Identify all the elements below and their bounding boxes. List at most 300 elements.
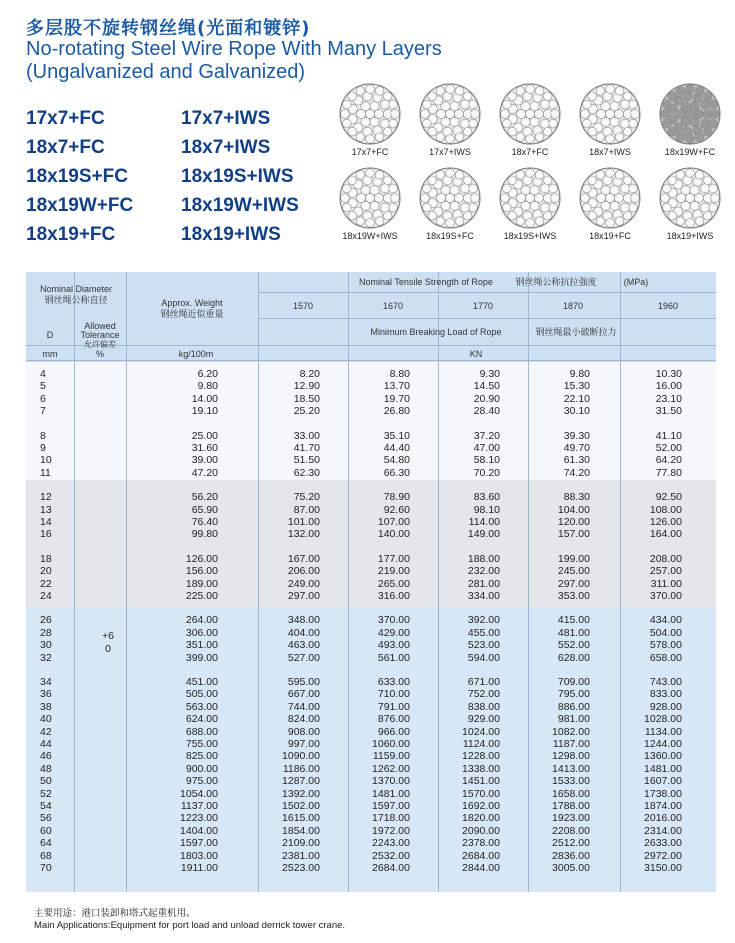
table-cell: 76.40: [191, 516, 218, 528]
header-divider: [26, 360, 716, 361]
approx-weight-cn: 钢丝绳近似重量: [160, 309, 224, 319]
table-cell: 658.00: [649, 651, 682, 664]
table-cell: 98.10: [473, 503, 500, 516]
table-cell: 10: [40, 454, 52, 467]
table-cell: 316.00: [377, 590, 410, 602]
table-cell: 671.00: [467, 676, 500, 688]
cross-section-label: 18x19W+IWS: [342, 231, 398, 241]
rope-type-label: 17x7+FC: [26, 108, 105, 129]
table-cell: 1972.00: [372, 824, 410, 837]
table-row: [26, 726, 716, 738]
table-cell: 1597.00: [180, 837, 218, 850]
table-cell: 12.90: [293, 380, 320, 393]
rope-type-label: 18x19W+FC: [26, 195, 134, 216]
table-cell: 3005.00: [552, 862, 590, 874]
table-row: [26, 368, 716, 380]
approx-weight-en: Approx. Weight: [161, 298, 223, 308]
table-cell: 505.00: [185, 688, 218, 701]
table-cell: 104.00: [557, 503, 590, 516]
nominal-diameter-en: Nominal Diameter: [39, 284, 113, 294]
type-row: [26, 224, 336, 253]
table-cell: 23.10: [655, 392, 682, 405]
rope-cross-section-icon: [577, 166, 643, 230]
table-cell: 14.50: [473, 380, 500, 393]
table-row: [26, 850, 716, 862]
table-cell: 1404.00: [180, 824, 218, 837]
table-cell: 1502.00: [282, 800, 320, 812]
table-cell: 50: [40, 775, 52, 788]
table-cell: 149.00: [467, 528, 500, 541]
table-cell: 6: [40, 392, 46, 405]
table-cell: 1570.00: [462, 787, 500, 800]
cross-section-gallery: [330, 82, 730, 250]
table-cell: 77.80: [655, 466, 682, 479]
table-row: [26, 454, 716, 466]
table-cell: 744.00: [287, 700, 320, 713]
cross-section-label: 17x7+IWS: [429, 147, 471, 157]
table-row: [26, 775, 716, 787]
table-cell: 40: [40, 713, 52, 726]
table-cell: 688.00: [185, 725, 218, 738]
table-cell: 30.10: [563, 405, 590, 418]
table-cell: 31.50: [655, 405, 682, 418]
table-cell: 392.00: [467, 614, 500, 627]
unit-kg: kg/100m: [178, 349, 214, 359]
table-cell: 752.00: [467, 688, 500, 701]
table-cell: 208.00: [649, 552, 682, 565]
table-cell: 3150.00: [644, 862, 682, 874]
rope-cross-section-icon: [577, 82, 643, 146]
table-cell: 8.80: [389, 368, 410, 380]
table-cell: 249.00: [287, 577, 320, 590]
table-cell: 265.00: [377, 577, 410, 590]
table-cell: 306.00: [185, 626, 218, 639]
table-cell: 886.00: [557, 700, 590, 713]
table-row: [26, 430, 716, 442]
table-cell: 2512.00: [552, 837, 590, 850]
table-cell: 189.00: [185, 577, 218, 590]
cross-section-item: [490, 82, 570, 166]
table-row: [26, 738, 716, 750]
table-cell: 41.70: [293, 442, 320, 454]
table-cell: 2208.00: [552, 824, 590, 837]
table-cell: 1228.00: [462, 750, 500, 763]
d-label: D: [46, 330, 54, 340]
footer-en: Main Applications:Equipment for port load and unload derrick tower crane.: [34, 920, 346, 931]
table-cell: 633.00: [377, 676, 410, 688]
cross-section-item: [490, 166, 570, 250]
table-row: [26, 393, 716, 405]
tensile-grade: 1960: [657, 301, 679, 311]
cross-section-row: [330, 166, 730, 250]
table-cell: 563.00: [185, 700, 218, 713]
table-cell: 114.00: [468, 516, 500, 528]
table-cell: 120.00: [557, 516, 590, 528]
table-cell: 1223.00: [180, 812, 218, 825]
table-cell: 504.00: [649, 626, 682, 639]
table-row: [26, 676, 716, 688]
table-cell: 36: [40, 688, 52, 701]
table-cell: 595.00: [287, 676, 320, 688]
mbl-en: Minimum Breaking Load of Rope: [370, 327, 502, 337]
table-cell: 791.00: [377, 700, 410, 713]
table-row: [26, 639, 716, 651]
cross-section-label: 18x19W+FC: [664, 147, 716, 157]
table-cell: 1788.00: [552, 800, 590, 812]
table-cell: 628.00: [557, 651, 590, 664]
cross-section-label: 18x7+FC: [511, 147, 549, 157]
table-row: [26, 825, 716, 837]
title-cn: 多层股不旋转钢丝绳(光面和镀锌): [26, 18, 311, 39]
table-cell: 219.00: [377, 565, 410, 578]
table-cell: 578.00: [649, 639, 682, 652]
table-cell: 16: [40, 528, 52, 541]
table-cell: 2381.00: [282, 849, 320, 862]
table-cell: 126.00: [649, 516, 682, 528]
table-cell: 824.00: [287, 713, 320, 726]
table-cell: 755.00: [185, 738, 218, 750]
tensile-strength-cn: 钢丝绳公称抗拉强度: [515, 277, 597, 287]
table-cell: 32: [40, 651, 52, 664]
table-cell: 429.00: [377, 626, 410, 639]
table-row: [26, 491, 716, 503]
table-cell: 42: [40, 725, 52, 738]
table-cell: 1451.00: [462, 775, 500, 788]
table-cell: 58.10: [473, 454, 500, 467]
table-cell: 2523.00: [282, 862, 320, 874]
table-cell: 126.00: [185, 552, 218, 565]
title-en-line2: (Ungalvanized and Galvanized): [26, 61, 306, 83]
table-row: [26, 713, 716, 725]
table-row: [26, 380, 716, 392]
cross-section-item: [410, 166, 490, 250]
tensile-unit: (MPa): [623, 277, 649, 287]
table-cell: 415.00: [557, 614, 590, 627]
unit-percent: %: [95, 349, 104, 359]
table-cell: 838.00: [467, 700, 500, 713]
table-cell: 34: [40, 676, 52, 688]
tolerance-cn: 允许偏差: [84, 340, 116, 349]
tensile-grade: 1870: [562, 301, 584, 311]
table-cell: 15.30: [563, 380, 590, 393]
tolerance-plus: +6: [102, 630, 114, 642]
table-cell: 54.80: [383, 454, 410, 467]
table-cell: 1820.00: [462, 812, 500, 825]
mbl-cn: 钢丝绳最小破断拉力: [535, 327, 617, 337]
table-cell: 552.00: [557, 639, 590, 652]
tolerance-en2: Tolerance: [80, 330, 120, 340]
table-cell: 156.00: [185, 565, 218, 578]
table-cell: 455.00: [467, 626, 500, 639]
tensile-grade: 1770: [472, 301, 494, 311]
table-row: [26, 701, 716, 713]
cross-section-item: [570, 166, 650, 250]
table-cell: 9: [40, 442, 46, 454]
cross-section-item: [330, 82, 410, 166]
table-cell: 38: [40, 700, 52, 713]
table-row: [26, 553, 716, 565]
cross-section-label: 18x19+FC: [589, 231, 631, 241]
table-cell: 1262.00: [372, 762, 410, 775]
rope-cross-section-icon: [657, 82, 723, 146]
table-cell: 140.00: [377, 528, 410, 541]
table-row: [26, 688, 716, 700]
table-cell: 2090.00: [462, 824, 500, 837]
table-cell: 2243.00: [372, 837, 410, 850]
table-cell: 2633.00: [644, 837, 682, 850]
table-cell: 4: [40, 368, 46, 380]
table-cell: 370.00: [377, 614, 410, 627]
table-cell: 56: [40, 812, 52, 825]
table-cell: 60: [40, 824, 52, 837]
cross-section-label: 18x19S+FC: [426, 231, 474, 241]
table-cell: 348.00: [287, 614, 320, 627]
table-cell: 177.00: [377, 552, 410, 565]
table-row: [26, 627, 716, 639]
title-en-line1: No-rotating Steel Wire Rope With Many Layers: [26, 38, 442, 60]
table-cell: 2844.00: [462, 862, 500, 874]
cross-section-item: [570, 82, 650, 166]
table-cell: 2684.00: [372, 862, 410, 874]
table-cell: 257.00: [649, 565, 682, 578]
rope-type-label: 18x19S+FC: [26, 166, 128, 187]
rope-type-label: 18x19+IWS: [181, 224, 281, 245]
table-cell: 1923.00: [552, 812, 590, 825]
header-divider: [258, 292, 716, 293]
table-cell: 188.00: [467, 552, 500, 565]
table-row: [26, 590, 716, 602]
table-cell: 1392.00: [282, 787, 320, 800]
table-cell: 463.00: [287, 639, 320, 652]
table-cell: 99.80: [191, 528, 218, 541]
table-cell: 1244.00: [644, 738, 682, 750]
table-cell: 70.20: [473, 466, 500, 479]
table-row: [26, 528, 716, 540]
rope-cross-section-icon: [337, 166, 403, 230]
tensile-grade: 1570: [292, 301, 314, 311]
table-cell: 351.00: [185, 639, 218, 652]
rope-type-label: 18x19+FC: [26, 224, 116, 245]
table-cell: 8: [40, 429, 46, 442]
table-cell: 1658.00: [552, 787, 590, 800]
table-cell: 1024.00: [462, 725, 500, 738]
table-row: [26, 614, 716, 626]
table-cell: 70: [40, 862, 52, 874]
table-cell: 876.00: [377, 713, 410, 726]
table-cell: 199.00: [557, 552, 590, 565]
table-cell: 9.80: [569, 368, 590, 380]
rope-spec-table: [26, 272, 716, 892]
table-row: [26, 837, 716, 849]
table-cell: 108.00: [649, 503, 682, 516]
nominal-diameter-cn: 钢丝绳公称直径: [44, 295, 108, 305]
table-cell: 710.00: [377, 688, 410, 701]
table-cell: 1692.00: [462, 800, 500, 812]
footer-cn: 主要用途：港口装卸和塔式起重机用。: [34, 908, 196, 919]
header-divider: [26, 345, 716, 346]
table-cell: 966.00: [377, 725, 410, 738]
table-cell: 7: [40, 405, 46, 418]
table-cell: 245.00: [557, 565, 590, 578]
table-row: [26, 788, 716, 800]
table-cell: 493.00: [377, 639, 410, 652]
cross-section-label: 18x19S+IWS: [503, 231, 557, 241]
table-row: [26, 405, 716, 417]
table-cell: 1298.00: [552, 750, 590, 763]
table-cell: 1360.00: [644, 750, 682, 763]
table-cell: 47.20: [191, 466, 218, 479]
table-cell: 981.00: [557, 713, 590, 726]
table-cell: 74.20: [563, 466, 590, 479]
table-cell: 1028.00: [644, 713, 682, 726]
table-cell: 1481.00: [372, 787, 410, 800]
table-cell: 47.00: [473, 442, 500, 454]
table-cell: 1911.00: [180, 862, 218, 874]
table-cell: 16.00: [655, 380, 682, 393]
table-cell: 78.90: [383, 491, 410, 504]
table-cell: 101.00: [287, 516, 320, 528]
table-cell: 900.00: [185, 762, 218, 775]
table-row: [26, 578, 716, 590]
table-cell: 10.30: [655, 368, 682, 380]
table-row: [26, 516, 716, 528]
table-cell: 132.00: [287, 528, 320, 541]
table-cell: 1597.00: [372, 800, 410, 812]
table-cell: 25.00: [191, 429, 218, 442]
table-cell: 206.00: [287, 565, 320, 578]
table-cell: 56.20: [191, 491, 218, 504]
rope-cross-section-icon: [417, 166, 483, 230]
table-cell: 225.00: [185, 590, 218, 602]
table-cell: 64.20: [655, 454, 682, 467]
table-cell: 1054.00: [180, 787, 218, 800]
table-cell: 75.20: [293, 491, 320, 504]
table-cell: 19.10: [191, 405, 218, 418]
table-cell: 1481.00: [644, 762, 682, 775]
rope-type-label: 18x19S+IWS: [181, 166, 294, 187]
table-cell: 2016.00: [644, 812, 682, 825]
table-row: [26, 862, 716, 874]
table-cell: 6.20: [197, 368, 218, 380]
table-cell: 52.00: [655, 442, 682, 454]
table-row: [26, 812, 716, 824]
table-cell: 49.70: [563, 442, 590, 454]
rope-type-label: 18x7+FC: [26, 137, 105, 158]
table-cell: 30: [40, 639, 52, 652]
table-cell: 709.00: [557, 676, 590, 688]
table-cell: 1854.00: [282, 824, 320, 837]
table-cell: 1370.00: [372, 775, 410, 788]
table-cell: 264.00: [185, 614, 218, 627]
table-row: [26, 800, 716, 812]
rope-type-label: 18x19W+IWS: [181, 195, 299, 216]
table-cell: 297.00: [557, 577, 590, 590]
table-row: [26, 565, 716, 577]
table-cell: 1124.00: [462, 738, 500, 750]
rope-cross-section-icon: [497, 166, 563, 230]
table-cell: 795.00: [557, 688, 590, 701]
table-cell: 28: [40, 626, 52, 639]
table-cell: 24: [40, 590, 52, 602]
table-cell: 1615.00: [282, 812, 320, 825]
tolerance-minus: 0: [105, 643, 111, 655]
table-cell: 44: [40, 738, 52, 750]
table-cell: 33.00: [293, 429, 320, 442]
table-row: [26, 763, 716, 775]
table-cell: 164.00: [649, 528, 682, 541]
table-cell: 66.30: [383, 466, 410, 479]
table-cell: 1159.00: [372, 750, 410, 763]
table-cell: 370.00: [649, 590, 682, 602]
table-cell: 8.20: [299, 368, 320, 380]
rope-cross-section-icon: [337, 82, 403, 146]
table-cell: 1134.00: [644, 725, 682, 738]
table-cell: 1187.00: [552, 738, 590, 750]
table-row: [26, 504, 716, 516]
table-cell: 1137.00: [180, 800, 218, 812]
table-cell: 451.00: [185, 676, 218, 688]
table-cell: 1533.00: [552, 775, 590, 788]
table-cell: 92.60: [383, 503, 410, 516]
table-cell: 232.00: [467, 565, 500, 578]
table-cell: 481.00: [557, 626, 590, 639]
table-cell: 87.00: [293, 503, 320, 516]
table-cell: 35.10: [383, 429, 410, 442]
table-cell: 1718.00: [372, 812, 410, 825]
table-cell: 594.00: [467, 651, 500, 664]
table-cell: 281.00: [467, 577, 500, 590]
tensile-grade: 1670: [382, 301, 404, 311]
table-cell: 9.30: [479, 368, 500, 380]
table-cell: 334.00: [467, 590, 500, 602]
table-cell: 928.00: [649, 700, 682, 713]
table-row: [26, 467, 716, 479]
tensile-strength-en: Nominal Tensile Strength of Rope: [359, 277, 493, 287]
type-row: [26, 137, 336, 166]
rope-type-label: 18x7+IWS: [181, 137, 271, 158]
table-cell: 37.20: [473, 429, 500, 442]
unit-mm: mm: [42, 349, 58, 359]
table-cell: 523.00: [467, 639, 500, 652]
table-cell: 1082.00: [552, 725, 590, 738]
table-cell: 14: [40, 516, 52, 528]
rope-cross-section-icon: [417, 82, 483, 146]
table-cell: 667.00: [287, 688, 320, 701]
tolerance-en1: Allowed: [84, 321, 116, 331]
table-cell: 2532.00: [372, 849, 410, 862]
table-cell: 157.00: [557, 528, 590, 541]
table-cell: 404.00: [287, 626, 320, 639]
type-row: [26, 108, 336, 137]
cross-section-item: [410, 82, 490, 166]
table-cell: 2109.00: [282, 837, 320, 850]
table-cell: 20: [40, 565, 52, 578]
table-cell: 561.00: [377, 651, 410, 664]
table-cell: 13: [40, 503, 52, 516]
table-cell: 2378.00: [462, 837, 500, 850]
table-cell: 48: [40, 762, 52, 775]
table-cell: 14.00: [191, 392, 218, 405]
table-cell: 18.50: [293, 392, 320, 405]
table-cell: 41.10: [655, 429, 682, 442]
table-cell: 167.00: [287, 552, 320, 565]
table-cell: 997.00: [287, 738, 320, 750]
table-cell: 1738.00: [644, 787, 682, 800]
cross-section-item: [650, 82, 730, 166]
table-cell: 434.00: [649, 614, 682, 627]
table-cell: 1287.00: [282, 775, 320, 788]
table-cell: 1874.00: [644, 800, 682, 812]
